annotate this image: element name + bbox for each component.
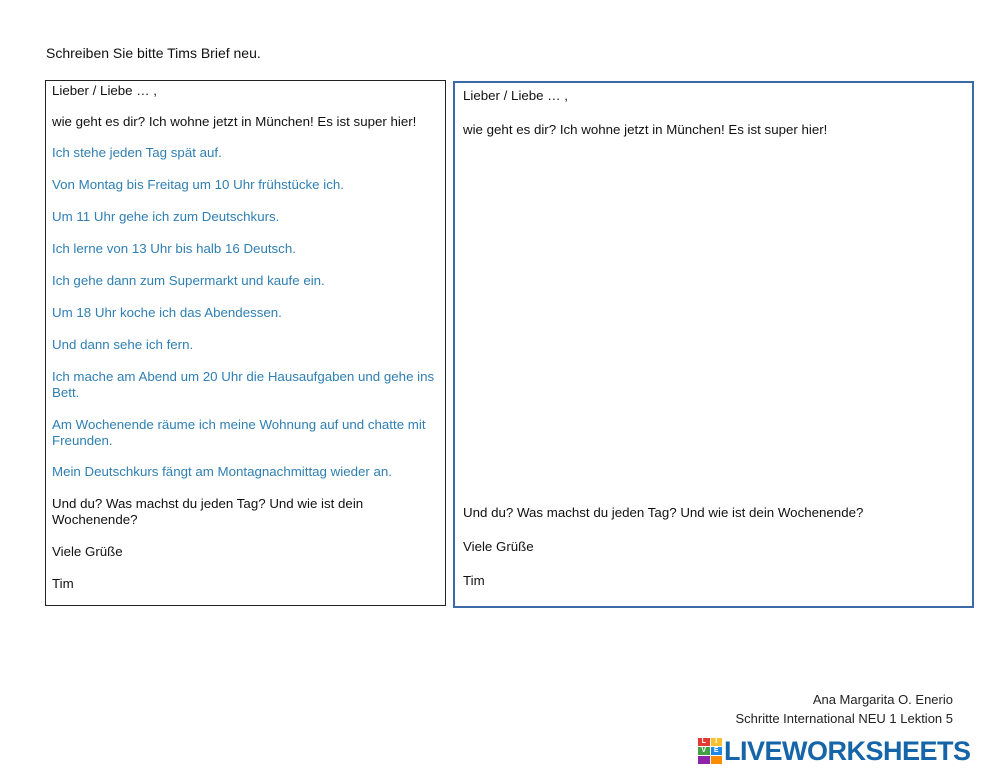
right-closing: Viele Grüße xyxy=(463,539,534,554)
credit-author: Ana Margarita O. Enerio xyxy=(812,692,953,707)
left-sentence-6: Um 18 Uhr koche ich das Abendessen. xyxy=(52,305,282,320)
right-signature: Tim xyxy=(463,573,485,588)
answer-text-area[interactable] xyxy=(463,147,963,497)
credit-source: Schritte International NEU 1 Lektion 5 xyxy=(735,711,953,726)
logo-letter-5 xyxy=(698,756,710,764)
left-intro: wie geht es dir? Ich wohne jetzt in München! Es ist super hier! xyxy=(52,114,417,129)
left-sentence-5: Ich gehe dann zum Supermarkt und kaufe ein. xyxy=(52,273,325,288)
logo-letter-6 xyxy=(711,756,723,764)
right-intro: wie geht es dir? Ich wohne jetzt in München! Es ist super hier! xyxy=(463,122,828,137)
left-sentence-1: Ich stehe jeden Tag spät auf. xyxy=(52,145,222,160)
instruction: Schreiben Sie bitte Tims Brief neu. xyxy=(46,45,261,61)
logo-text: LIVEWORKSHEETS xyxy=(724,736,971,766)
right-question: Und du? Was machst du jeden Tag? Und wie ist dein Wochenende? xyxy=(463,505,864,520)
left-question: Und du? Was machst du jeden Tag? Und wie ist dein Wochenende? xyxy=(52,496,364,527)
logo-letter-4: E xyxy=(711,747,723,755)
left-sentence-10: Mein Deutschkurs fängt am Montagnachmittag wieder an. xyxy=(52,464,392,479)
logo-letter-2: I xyxy=(711,738,723,746)
original-letter-box xyxy=(45,80,446,606)
answer-letter-box xyxy=(453,81,974,608)
logo-letter-1: L xyxy=(698,738,710,746)
left-sentence-4: Ich lerne von 13 Uhr bis halb 16 Deutsch. xyxy=(52,241,296,256)
left-closing: Viele Grüße xyxy=(52,544,123,559)
left-greeting: Lieber / Liebe … , xyxy=(52,83,157,98)
left-sentence-2: Von Montag bis Freitag um 10 Uhr frühstücke ich. xyxy=(52,177,344,192)
left-sentence-8: Ich mache am Abend um 20 Uhr die Hausaufgaben und gehe ins Bett. xyxy=(52,369,435,400)
left-signature: Tim xyxy=(52,576,74,591)
left-sentence-9: Am Wochenende räume ich meine Wohnung auf und chatte mit Freunden. xyxy=(52,417,426,448)
left-sentence-7: Und dann sehe ich fern. xyxy=(52,337,194,352)
logo-letter-3: V xyxy=(698,747,710,755)
right-greeting: Lieber / Liebe … , xyxy=(463,88,568,103)
logo-icon xyxy=(698,738,722,764)
left-sentence-3: Um 11 Uhr gehe ich zum Deutschkurs. xyxy=(52,209,280,224)
